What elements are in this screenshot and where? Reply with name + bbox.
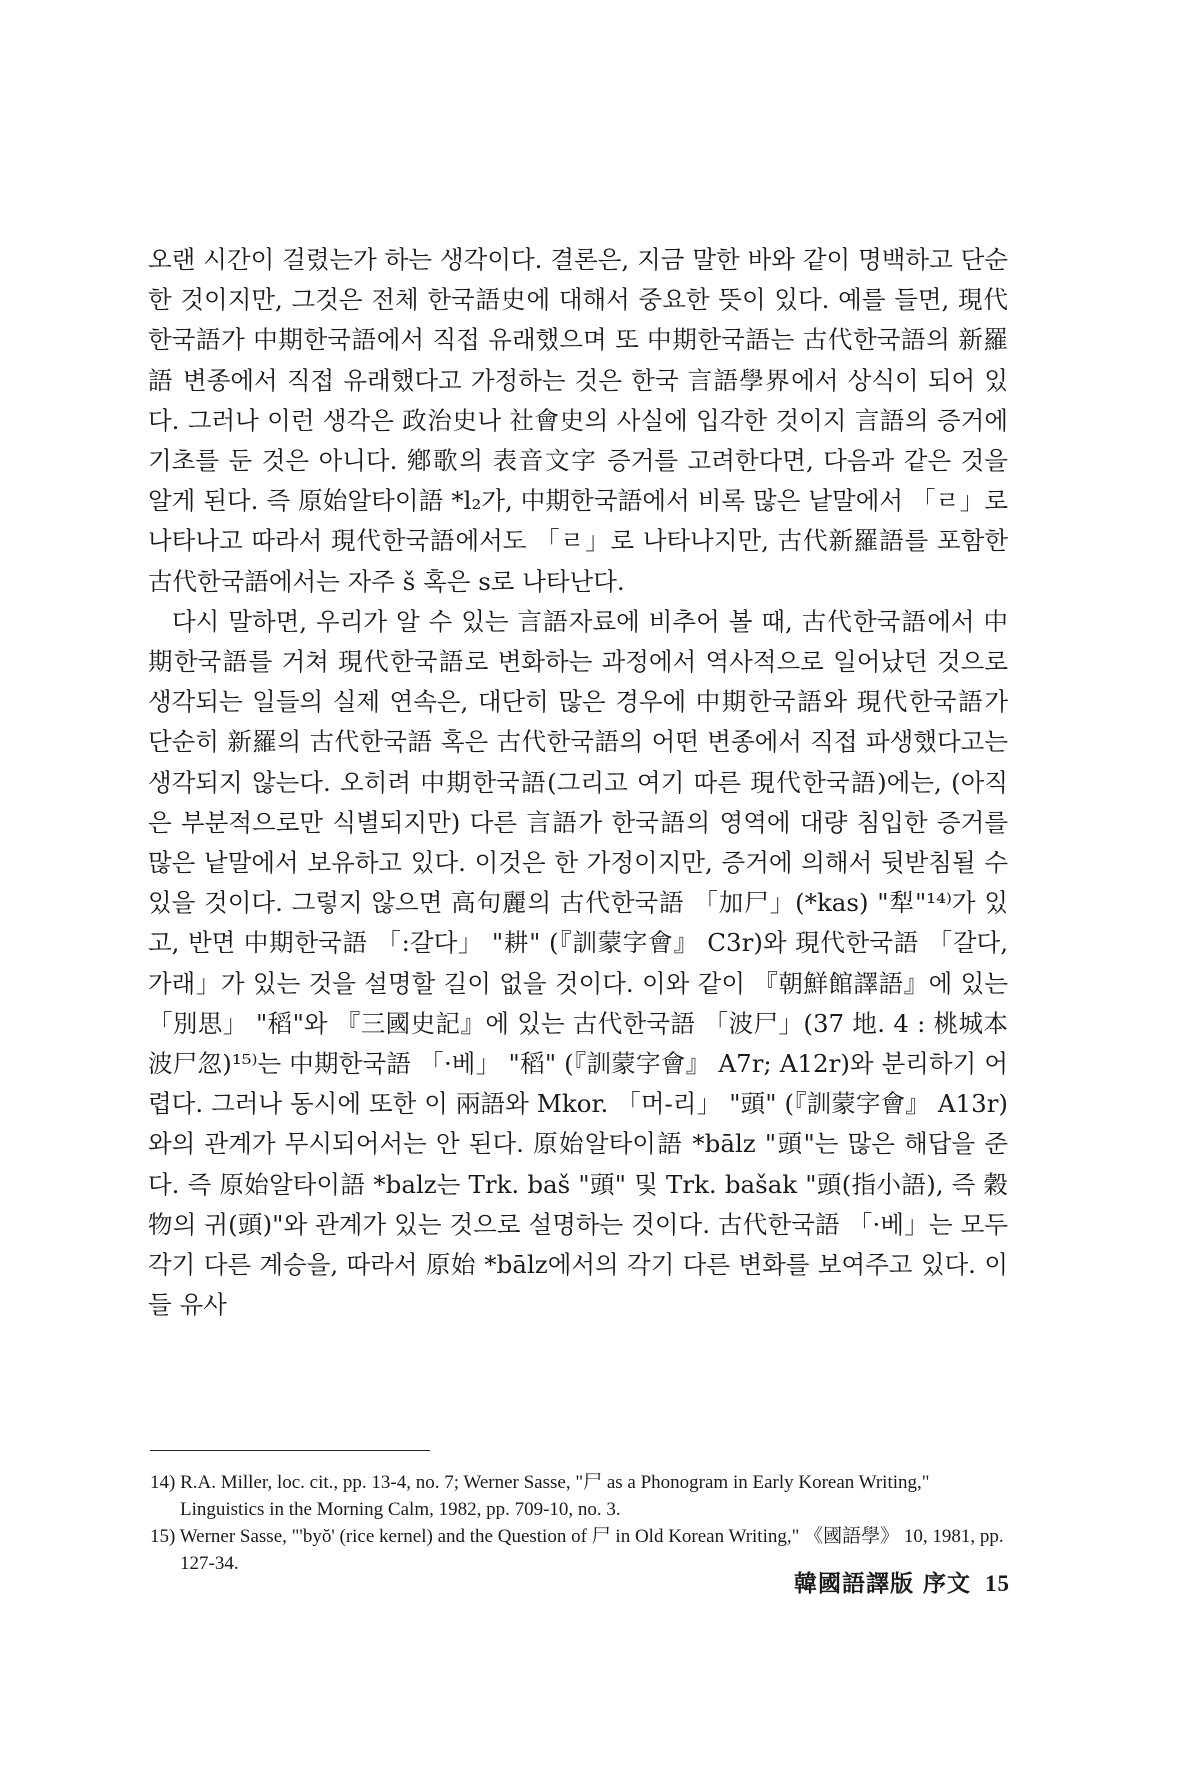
running-footer <box>770 1565 1010 1598</box>
paragraph-1: 오랜 시간이 걸렸는가 하는 생각이다. 결론은, 지금 말한 바와 같이 명백하고 단순한 것이지만, 그것은 전체 한국語史에 대해서 중요한 뜻이 있다. 예를 들면, 現代한국語가 中期한국語에서 직접 유래했으며 또 中期한국語는 古代한국語의 新羅語 변종에서 직접 유래했다고 가정하는 것은 한국 言語學界에서 상식이 되어 있다. 그러나 이런 생각은 政治史나 社會史의 사실에 입각한 것이지 言語의 증거에 기초를 둔 것은 아니다. 鄕歌의 表音文字 증거를 고려한다면, 다음과 같은 것을 알게 된다. 즉 原始알타이語 *l₂가, 中期한국語에서 비록 많은 낱말에서 「ㄹ」로 나타나고 따라서 現代한국語에서도 「ㄹ」로 나타나지만, 古代新羅語를 포함한 古代한국語에서는 자주 š 혹은 s로 나타난다. <box>148 245 1008 596</box>
main-text <box>148 240 1008 1325</box>
footnote-14: 14) R.A. Miller, loc. cit., pp. 13-4, no. 7; Werner Sasse, "尸 as a Phonogram in Early Korean Writing," Linguistics in the Morning Calm, 1982, pp. 709-10, no. 3. <box>150 1472 930 1520</box>
footnotes <box>150 1450 1010 1577</box>
paragraph-2: 다시 말하면, 우리가 알 수 있는 言語자료에 비추어 볼 때, 古代한국語에서 中期한국語를 거쳐 現代한국語로 변화하는 과정에서 역사적으로 일어났던 것으로 생각되는 일들의 실제 연속은, 대단히 많은 경우에 中期한국語와 現代한국語가 단순히 新羅의 古代한국語 혹은 古代한국語의 어떤 변종에서 직접 파생했다고는 생각되지 않는다. 오히려 中期한국語(그리고 여기 따른 現代한국語)에는, (아직은 부분적으로만 식별되지만) 다른 言語가 한국語의 영역에 대량 침입한 증거를 많은 낱말에서 보유하고 있다. 이것은 한 가정이지만, 증거에 의해서 뒷받침될 수 있을 것이다. 그렇지 않으면 高句麗의 古代한국語 「加尸」(*kas) "犁"¹⁴⁾가 있고, 반면 中期한국語 「:갈다」 "耕" (『訓蒙字會』 C3r)와 現代한국語 「갈다, 가래」가 있는 것을 설명할 길이 없을 것이다. 이와 같이 『朝鮮館譯語』에 있는 「別思」 "稻"와 『三國史記』에 있는 古代한국語 「波尸」(37 地. 4 : 桃城本波尸忽)¹⁵⁾는 中期한국語 「·베」 "稻" (『訓蒙字會』 A7r; A12r)와 분리하기 어렵다. 그러나 동시에 또한 이 兩語와 Mkor. 「머-리」 "頭" (『訓蒙字會』 A13r)와의 관계가 무시되어서는 안 된다. 原始알타이語 *bālz "頭"는 많은 해답을 준다. 즉 原始알타이語 *balz는 Trk. baš "頭" 및 Trk. bašak "頭(指小語), 즉 穀物의 귀(頭)"와 관계가 있는 것으로 설명하는 것이다. 古代한국語 「·베」는 모두 각기 다른 계승을, 따라서 原始 *bālz에서의 각기 다른 변화를 보여주고 있다. 이들 유사 <box>148 606 1008 1320</box>
running-title: 韓國語譯版 序文 <box>793 1570 971 1597</box>
footnote-15: 15) Werner Sasse, "'byŏ' (rice kernel) and the Question of 尸 in Old Korean Writing," 《國語學》 10, 1981, pp. 127-34. <box>150 1526 1004 1574</box>
footnote-divider <box>150 1450 430 1451</box>
page-number: 15 <box>985 1571 1010 1596</box>
